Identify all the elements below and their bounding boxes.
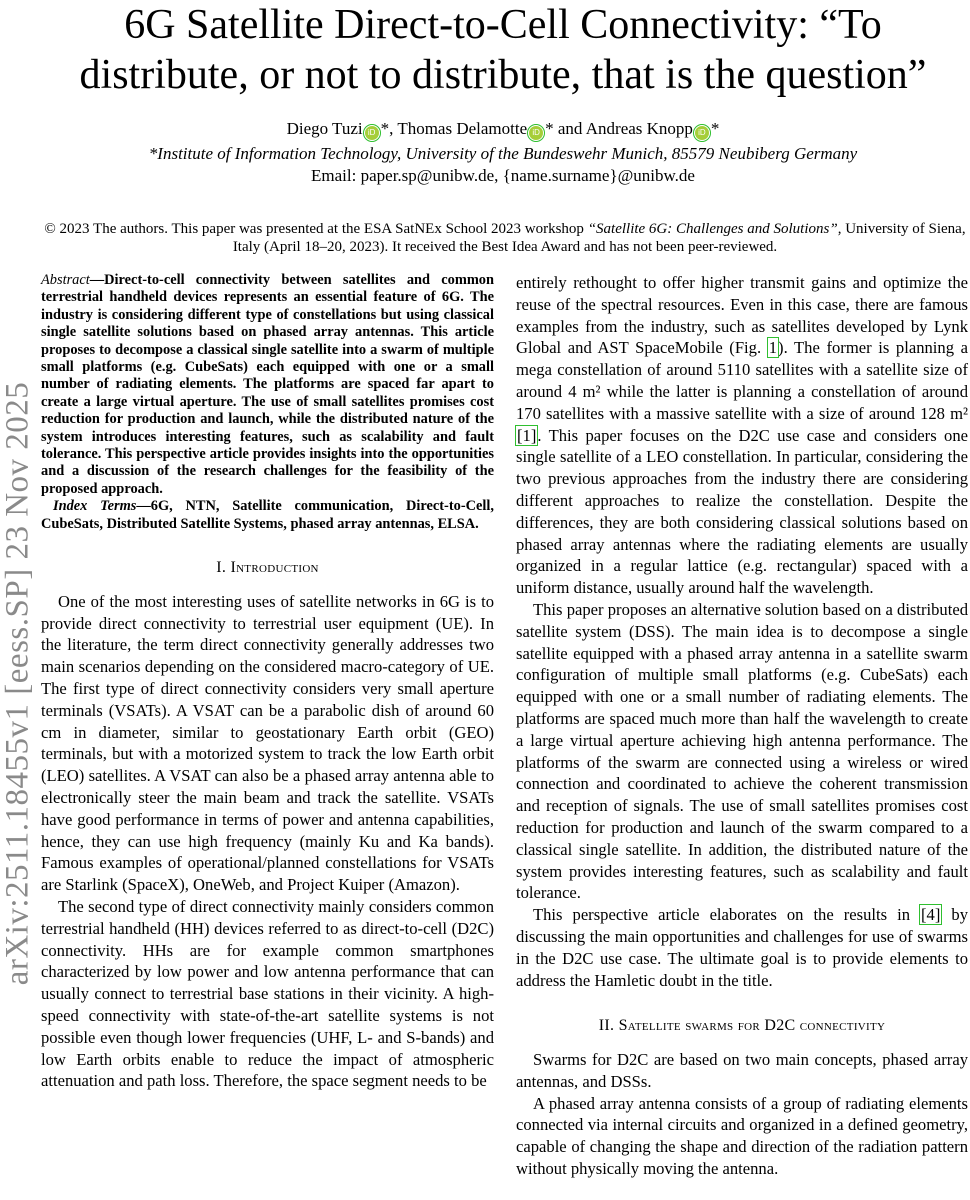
paragraph: One of the most interesting uses of satellite networks in 6G is to provide direct connectivity to terrestrial user equipment (UE). In the literature, the term direct connectivity generally addresses two main scenarios depending on the considered macro-category of UE. The first type of direct connectivity considers very small aperture terminals (VSATs). A VSAT can be a parabolic dish of around 60 cm in diameter, similar to geostationary Earth orbit (GEO) terminals, but with a motorized system to track the low Earth orbit (LEO) satellites. A VSAT can also be a phased array antenna able to electronically steer the main beam and track the satellite. VSATs have good performance in terms of power and antenna capabilities, hence, they can use high frequency (mainly Ku and Ka bands). Famous examples of operational/planned constellations for VSATs are Starlink (SpaceX), OneWeb, and Project Kuiper (Amazon). bbox=[41, 591, 494, 895]
section-heading-satellite-swarms: II. Satellite swarms for D2C connectivity bbox=[598, 1017, 886, 1035]
arxiv-identifier: arXiv:2511.18455v1 [eess.SP] 23 Nov 2025 bbox=[0, 381, 36, 986]
author-email: Email: paper.sp@unibw.de, {name.surname}@unibw.de bbox=[311, 166, 695, 185]
author-list: Diego Tuzi iD *, Thomas Delamotte iD * and Andreas Knopp iD * bbox=[286, 119, 720, 138]
index-terms: Index Terms—6G, NTN, Satellite communication, Direct-to-Cell, CubeSats, Distributed Satellite Systems, phased array antennas, ELSA. bbox=[41, 498, 494, 532]
orcid-icon[interactable]: iD bbox=[695, 126, 709, 140]
orcid-icon[interactable]: iD bbox=[529, 126, 543, 140]
abstract: Abstract—Direct-to-cell connectivity between satellites and common terrestrial handheld devices represents an essential feature of 6G. The industry is considering different type of constellations but using classical single satellite solutions based on phased array antennas. This article proposes to decompose a classical single satellite into a swarm of multiple small platforms (e.g. CubeSats) each equipped with one or a small number of radiating elements. The platforms are spaced far apart to create a large virtual aperture. The use of small satellites promises cost reduction for production and launch, while the distributed nature of the system introduces interesting features, such as scalability and fault tolerance. This perspective article provides insights into the opportunities and a discussion of the research challenges for the feasibility of the proposed approach. bbox=[41, 272, 494, 497]
author-name: Andreas Knopp bbox=[585, 119, 693, 138]
figure-link[interactable]: 1 bbox=[768, 338, 778, 358]
abstract-label: Abstract bbox=[41, 272, 90, 288]
section-heading-introduction: I. Introduction bbox=[216, 559, 319, 577]
copyright-notice: © 2023 The authors. This paper was presented at the ESA SatNEx School 2023 workshop “Satellite 6G: Challenges and Solutions”, University of Siena, Italy (April 18–20, 2023). It received the Best Idea Award and has not been peer-reviewed. bbox=[44, 221, 966, 255]
paragraph: The second type of direct connectivity mainly considers common terrestrial handheld (HH) devices referred to as direct-to-cell (D2C) connectivity. HHs are for example common smartphones characterized by low power and low antenna performance that can usually connect to terrestrial base stations in their vicinity. A high-speed connectivity with state-of-the-art satellite systems is not possible even though lower frequencies (UHF, L- and S-bands) and low Earth orbits enable to reduce the impact of atmospheric attenuation and path loss. Therefore, the space segment needs to be bbox=[41, 897, 494, 1091]
paragraph: This paper proposes an alternative solution based on a distributed satellite system (DSS). The main idea is to decompose a single satellite equipped with a phased array antenna in a satellite swarm configuration of multiple small platforms (e.g. CubeSats) each equipped with one or a small number of radiating elements. The platforms are spaced much more than half the wavelength to create a large virtual aperture achieving high antenna performance. The platforms of the swarm are connected using a wireless or wired connection and coordinated to achieve the coherent transmission and reception of signals. The use of small satellites promises cost reduction for production and launch of the swarm compared to a classical single satellite. In addition, the distributed nature of the system provides interesting features, such as scalability and fault tolerance. bbox=[516, 599, 968, 903]
paragraph: entirely rethought to offer higher transmit gains and optimize the reuse of the spectral resources. Even in this case, there are famous examples from the industry, such as satellites developed by Lynk Global and AST SpaceMobile (Fig. 1). The former is planning a mega constellation of around 5110 satellites with a satellite size of around 4 m² while the latter is planning a constellation of around 170 satellites with a massive satellite with a size of around 128 m² [1]. This paper focuses on the D2C use case and considers one single satellite of a LEO constellation. In particular, considering the two previous approaches from the industry there are considering different approaches to realize the constellation. Despite the differences, they are both considering classical solutions based on phased array antennas where the radiating elements are usually organized in a regular lattice (e.g. rectangular) spaced with a uniform distance, usually around half the wavelength. bbox=[516, 273, 968, 598]
left-column bbox=[41, 272, 494, 1092]
paragraph: This perspective article elaborates on the results in [4] by discussing the main opportunities and challenges for use of swarms in the D2C use case. The ultimate goal is to provide elements to address the Hamletic doubt in the title. bbox=[516, 905, 968, 990]
citation-link[interactable]: [4] bbox=[921, 905, 941, 925]
orcid-icon[interactable]: iD bbox=[365, 126, 379, 140]
paper-title: 6G Satellite Direct-to-Cell Connectivity: “To distribute, or not to distribute, that is the question” bbox=[79, 2, 927, 98]
citation-link[interactable]: [1] bbox=[517, 425, 537, 445]
author-name: Diego Tuzi bbox=[286, 119, 363, 138]
arxiv-side-stamp bbox=[0, 0, 36, 1000]
index-terms-label: Index Terms bbox=[53, 498, 137, 515]
paragraph: Swarms for D2C are based on two main concepts, phased array antennas, and DSSs. bbox=[516, 1050, 968, 1091]
author-name: Thomas Delamotte bbox=[397, 119, 528, 138]
affiliation: *Institute of Information Technology, University of the Bundeswehr Munich, 85579 Neubiberg Germany bbox=[148, 144, 858, 163]
right-column bbox=[516, 272, 968, 1180]
workshop-name: “Satellite 6G: Challenges and Solutions” bbox=[587, 221, 838, 237]
paragraph: A phased array antenna consists of a group of radiating elements connected via internal circuits and organized in a defined geometry, capable of changing the shape and direction of the radiation pattern without physically moving the antenna. bbox=[516, 1093, 968, 1179]
